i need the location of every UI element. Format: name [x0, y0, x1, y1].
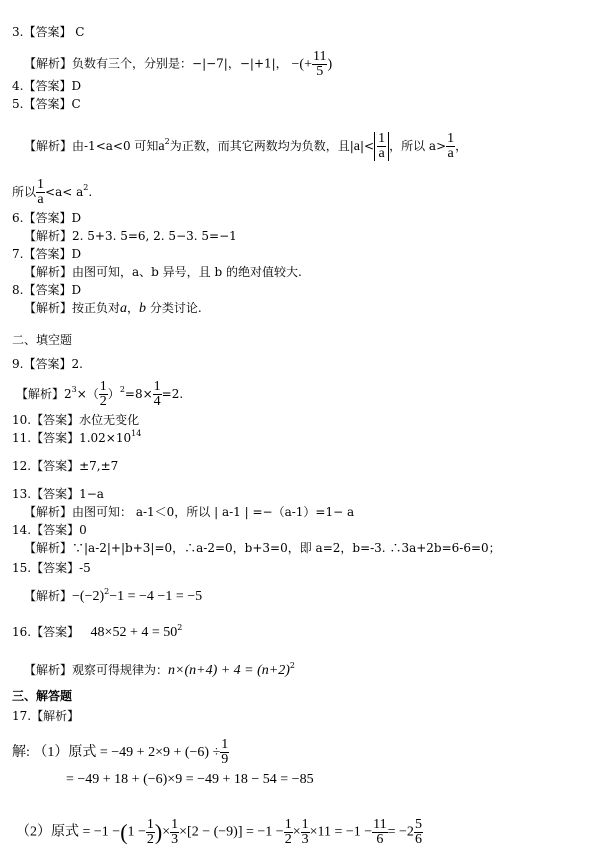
q16-explanation: 【解析】观察可得规律为：$n\times(n+4) + 4 = (n+2)^2$	[24, 661, 295, 678]
section-solutions: 三、解答题	[12, 689, 73, 703]
q11-answer: 11.【答案】$1.02\times 10^{14}$	[12, 429, 142, 445]
q7-explanation: 【解析】由图可知，a、b 异号，且 b 的绝对值较大.	[24, 265, 302, 279]
q5-conclusion: 所以 $\frac{1}{a}$ $<a< a^2$.	[12, 177, 93, 207]
q3-explanation	[24, 50, 332, 79]
q9-answer: 9.【答案】2.	[12, 357, 83, 371]
q6-explanation: 【解析】2. 5+3. 5=6, 2. 5−3. 5=−1	[24, 229, 237, 243]
q13-answer: 13.【答案】1−a	[12, 487, 104, 501]
q4-answer: 4.【答案】D	[12, 79, 82, 93]
q8-explanation: 【解析】按正负对a，b 分类讨论.	[24, 301, 202, 316]
q14-answer: 14.【答案】0	[12, 523, 87, 537]
q5-answer: 5.【答案】C	[12, 97, 81, 111]
q12-answer: 12.【答案】±7,±7	[12, 459, 119, 473]
q15-answer: 15.【答案】-5	[12, 561, 91, 575]
q10-answer: 10.【答案】水位无变化	[12, 413, 140, 427]
section-fill-in: 二、填空题	[12, 333, 73, 347]
q3-exp-text: 【解析】负数有三个，分别是：	[24, 56, 193, 71]
q17-part2: （2）原式 = −1 −(1 − $\frac{1}{2}$ )× $\frac{1}{3}$ ×[2 − (−9)] = −1 − $\frac{1}{2}$ × $\frac{1}{3}$ ×11 = −1 − $\frac{11}{6}$ = −2 $\frac{5}{6}$	[16, 817, 422, 847]
q9-explanation: 【解析】$2^3\times$（ $\frac{1}{2}$ ）$^2$=8× $\frac{1}{4}$ =2.	[16, 379, 184, 409]
q14-explanation: 【解析】∵|a-2|+|b+3|=0，∴a-2=0，b+3=0，即 a=2，b=-3. ∴3a+2b=6-6=0；	[24, 541, 501, 555]
q3-fraction-expr: −(+ $\frac{11}{5}$ )	[291, 49, 333, 79]
q3-exp-terms: −|−7|，−|+1|，	[192, 56, 288, 71]
q17-part1-line1: 解: （1）原式 = −49 + 2×9 + (−6) ÷ $\frac{1}{9}$	[12, 737, 229, 767]
q6-answer: 6.【答案】D	[12, 211, 82, 225]
q16-answer: 16.【答案】 $48\times 52 + 4 = 50^2$	[12, 623, 183, 640]
q7-answer: 7.【答案】D	[12, 247, 82, 261]
q17-part1-line2: = −49 + 18 + (−6)×9 = −49 + 18 − 54 = −85	[66, 772, 314, 787]
q8-answer: 8.【答案】D	[12, 283, 82, 297]
q5-explanation: 【解析】由-1<a<0 可知$a^2$为正数，而其它两数均为负数，且|a|< $\frac{1}{a}$ ，所以 a> $\frac{1}{a}$ ，	[24, 131, 468, 161]
q13-explanation: 【解析】由图可知： a-1＜0，所以 | a-1 | =−（a-1）=1− a	[24, 505, 355, 519]
q17-heading: 17.【解析】	[12, 709, 80, 723]
q15-explanation: 【解析】$-(-2)^2-1 = -4 -1 = -5$	[24, 587, 203, 604]
q3-answer: 3.【答案】 C	[12, 25, 85, 39]
